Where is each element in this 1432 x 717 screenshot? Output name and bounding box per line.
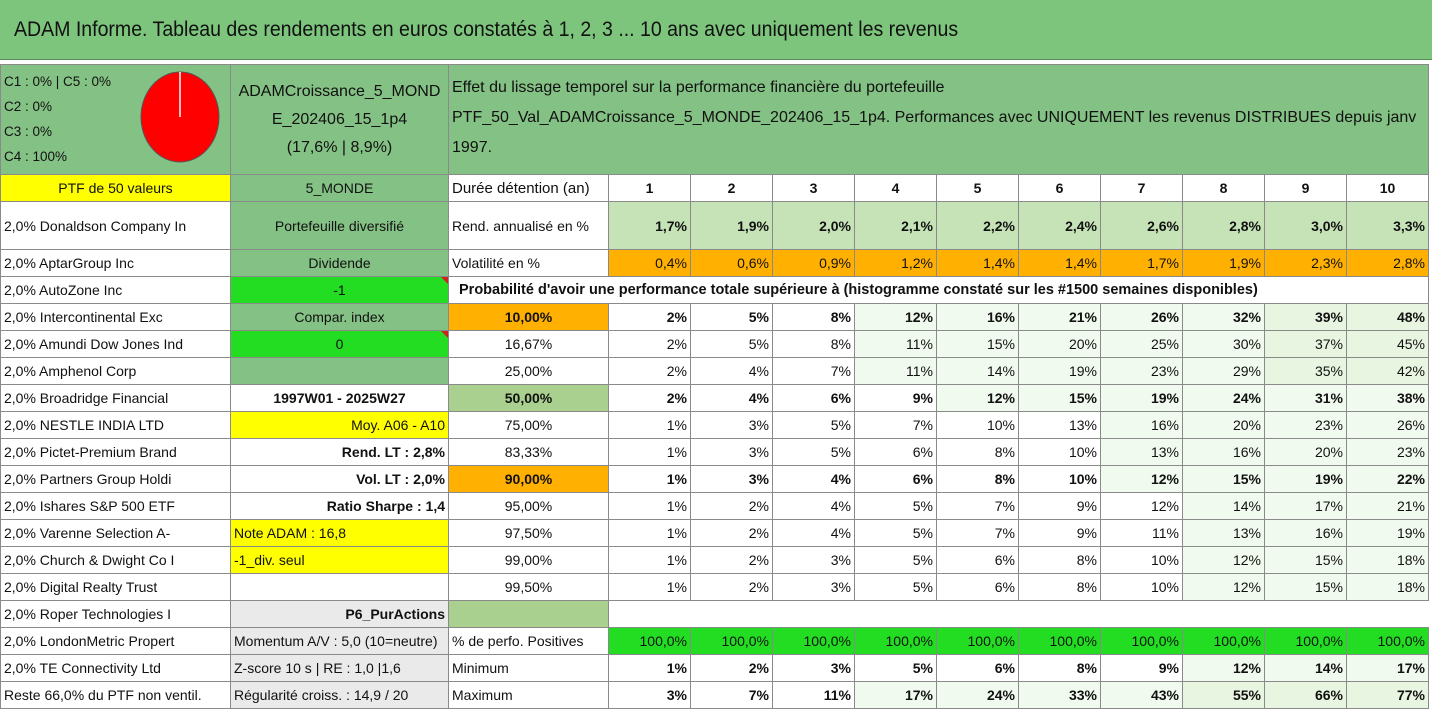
vol-value: 2,3% [1265, 250, 1347, 277]
prob-value: 23% [1265, 412, 1347, 439]
minimum-label: Minimum [449, 655, 609, 682]
holding-row-label: 2,0% NESTLE INDIA LTD [1, 412, 231, 439]
prob-value: 2% [691, 547, 773, 574]
performance-table [0, 64, 1429, 709]
empty-sage-cell [449, 601, 609, 628]
prob-value: 37% [1265, 331, 1347, 358]
rend-lt-label: Rend. LT : 2,8% [231, 439, 449, 466]
prob-value: 1% [609, 466, 691, 493]
prob-value: 5% [691, 304, 773, 331]
maximum-value: 66% [1265, 682, 1347, 709]
prob-value: 2% [609, 358, 691, 385]
prob-value: 16% [1101, 412, 1183, 439]
prob-value: 4% [773, 520, 855, 547]
prob-value: 1% [609, 493, 691, 520]
prob-value: 7% [773, 358, 855, 385]
maximum-value: 11% [773, 682, 855, 709]
maximum-value: 77% [1347, 682, 1429, 709]
prob-percentile: 90,00% [449, 466, 609, 493]
report-title-text: ADAM Informe. Tableau des rendements en euros constatés à 1, 2, 3 ... 10 ans avec uniquement les revenus [14, 18, 959, 41]
prob-value: 20% [1183, 412, 1265, 439]
class-allocation-cell [1, 65, 231, 175]
prob-value: 9% [855, 385, 937, 412]
div-seul-label: -1_div. seul [231, 547, 449, 574]
year-header: 5 [937, 175, 1019, 202]
prob-percentile: 50,00% [449, 385, 609, 412]
class-c4: C4 : 100% [4, 149, 68, 164]
prob-value: 3% [773, 547, 855, 574]
positives-value: 100,0% [1183, 628, 1265, 655]
positives-value: 100,0% [691, 628, 773, 655]
prob-percentile: 99,00% [449, 547, 609, 574]
prob-value: 12% [1183, 547, 1265, 574]
rend-value: 2,6% [1101, 202, 1183, 250]
zone-label: 5_MONDE [231, 175, 449, 202]
prob-value: 1% [609, 520, 691, 547]
holding-row-label: 2,0% Amundi Dow Jones Ind [1, 331, 231, 358]
prob-value: 5% [691, 331, 773, 358]
prob-value: 12% [1183, 574, 1265, 601]
vol-lt-label: Vol. LT : 2,0% [231, 466, 449, 493]
minimum-value: 9% [1101, 655, 1183, 682]
prob-value: 2% [609, 304, 691, 331]
prob-value: 30% [1183, 331, 1265, 358]
positives-value: 100,0% [1019, 628, 1101, 655]
maximum-value: 7% [691, 682, 773, 709]
rend-value: 1,9% [691, 202, 773, 250]
positives-value: 100,0% [1101, 628, 1183, 655]
prob-value: 16% [1265, 520, 1347, 547]
prob-value: 15% [1183, 466, 1265, 493]
prob-value: 3% [691, 412, 773, 439]
prob-value: 15% [1019, 385, 1101, 412]
prob-value: 2% [609, 331, 691, 358]
prob-value: 8% [773, 304, 855, 331]
prob-value: 2% [609, 385, 691, 412]
positives-value: 100,0% [937, 628, 1019, 655]
prob-percentile: 25,00% [449, 358, 609, 385]
sharpe-label: Ratio Sharpe : 1,4 [231, 493, 449, 520]
vol-value: 0,6% [691, 250, 773, 277]
prob-value: 4% [773, 466, 855, 493]
prob-value: 19% [1019, 358, 1101, 385]
prob-value: 21% [1019, 304, 1101, 331]
compar-index-label: Compar. index [231, 304, 449, 331]
period-label: 1997W01 - 2025W27 [231, 385, 449, 412]
minimum-value: 2% [691, 655, 773, 682]
holding-row-label: 2,0% Broadridge Financial [1, 385, 231, 412]
prob-value: 14% [1183, 493, 1265, 520]
prob-value: 32% [1183, 304, 1265, 331]
prob-value: 19% [1265, 466, 1347, 493]
fund-return-vol: (17,6% | 8,9%) [286, 138, 393, 156]
year-header: 1 [609, 175, 691, 202]
prob-value: 4% [691, 358, 773, 385]
class-c1-c5: C1 : 0% | C5 : 0% [4, 74, 112, 89]
year-header: 3 [773, 175, 855, 202]
prob-value: 19% [1347, 520, 1429, 547]
positives-value: 100,0% [773, 628, 855, 655]
positives-value: 100,0% [1347, 628, 1429, 655]
positives-value: 100,0% [1265, 628, 1347, 655]
prob-value: 26% [1101, 304, 1183, 331]
holding-row-label: 2,0% Partners Group Holdi [1, 466, 231, 493]
description-line3: 1997. [452, 139, 493, 156]
class-c3: C3 : 0% [4, 124, 53, 139]
prob-value: 9% [1019, 520, 1101, 547]
prob-value: 5% [855, 574, 937, 601]
rend-value: 2,4% [1019, 202, 1101, 250]
zero-value: 0 [231, 331, 449, 358]
holding-row-label: 2,0% Pictet-Premium Brand [1, 439, 231, 466]
prob-value: 6% [855, 466, 937, 493]
zscore-label: Z-score 10 s | RE : 1,0 |1,6 [231, 655, 449, 682]
year-header: 7 [1101, 175, 1183, 202]
minimum-value: 12% [1183, 655, 1265, 682]
holding-row-label: 2,0% Amphenol Corp [1, 358, 231, 385]
prob-value: 1% [609, 439, 691, 466]
prob-value: 45% [1347, 331, 1429, 358]
maximum-value: 43% [1101, 682, 1183, 709]
prob-value: 2% [691, 574, 773, 601]
prob-value: 48% [1347, 304, 1429, 331]
maximum-value: 55% [1183, 682, 1265, 709]
prob-value: 13% [1019, 412, 1101, 439]
holding-row-label: 2,0% Church & Dwight Co I [1, 547, 231, 574]
prob-value: 2% [691, 520, 773, 547]
year-header: 6 [1019, 175, 1101, 202]
prob-value: 1% [609, 412, 691, 439]
holding-row-label: Reste 66,0% du PTF non ventil. [1, 682, 231, 709]
maximum-value: 3% [609, 682, 691, 709]
vol-value: 1,4% [1019, 250, 1101, 277]
minimum-value: 3% [773, 655, 855, 682]
probability-header: Probabilité d'avoir une performance totale supérieure à (histogramme constaté sur les #1500 semaines disponibles) [449, 277, 1429, 304]
maximum-label: Maximum [449, 682, 609, 709]
fund-name-cell [231, 65, 449, 175]
prob-value: 15% [1265, 574, 1347, 601]
holding-row-label: 2,0% Intercontinental Exc [1, 304, 231, 331]
prob-value: 3% [691, 439, 773, 466]
prob-value: 15% [1265, 547, 1347, 574]
prob-value: 6% [937, 547, 1019, 574]
holding-row-label: 2,0% Digital Realty Trust [1, 574, 231, 601]
prob-value: 16% [937, 304, 1019, 331]
prob-value: 18% [1347, 574, 1429, 601]
prob-value: 8% [773, 331, 855, 358]
dividend-label: Dividende [231, 250, 449, 277]
p6-label: P6_PurActions [231, 601, 449, 628]
prob-value: 35% [1265, 358, 1347, 385]
prob-percentile: 16,67% [449, 331, 609, 358]
prob-value: 11% [855, 331, 937, 358]
prob-value: 6% [855, 439, 937, 466]
prob-value: 8% [1019, 574, 1101, 601]
momentum-label: Momentum A/V : 5,0 (10=neutre) [231, 628, 449, 655]
prob-value: 11% [855, 358, 937, 385]
moy-label: Moy. A06 - A10 [231, 412, 449, 439]
prob-value: 12% [855, 304, 937, 331]
prob-percentile: 75,00% [449, 412, 609, 439]
prob-value: 22% [1347, 466, 1429, 493]
holding-row-label: 2,0% Ishares S&P 500 ETF [1, 493, 231, 520]
prob-value: 21% [1347, 493, 1429, 520]
prob-value: 5% [773, 439, 855, 466]
rend-value: 3,3% [1347, 202, 1429, 250]
prob-value: 16% [1183, 439, 1265, 466]
prob-value: 14% [937, 358, 1019, 385]
prob-percentile: 99,50% [449, 574, 609, 601]
prob-value: 15% [937, 331, 1019, 358]
vol-label: Volatilité en % [449, 250, 609, 277]
prob-value: 24% [1183, 385, 1265, 412]
prob-value: 7% [937, 493, 1019, 520]
prob-value: 10% [1101, 574, 1183, 601]
prob-value: 20% [1019, 331, 1101, 358]
prob-value: 11% [1101, 520, 1183, 547]
positives-label: % de perfo. Positives [449, 628, 609, 655]
prob-value: 5% [773, 412, 855, 439]
maximum-value: 24% [937, 682, 1019, 709]
vol-value: 1,4% [937, 250, 1019, 277]
empty-side-cell [231, 358, 449, 385]
prob-value: 1% [609, 547, 691, 574]
prob-value: 39% [1265, 304, 1347, 331]
prob-value: 6% [937, 574, 1019, 601]
prob-value: 23% [1347, 439, 1429, 466]
maximum-value: 17% [855, 682, 937, 709]
vol-value: 1,9% [1183, 250, 1265, 277]
rend-label: Rend. annualisé en % [449, 202, 609, 250]
prob-value: 6% [773, 385, 855, 412]
prob-value: 17% [1265, 493, 1347, 520]
duration-label: Durée détention (an) [449, 175, 609, 202]
prob-value: 3% [773, 574, 855, 601]
prob-value: 10% [1101, 547, 1183, 574]
year-header: 8 [1183, 175, 1265, 202]
prob-value: 29% [1183, 358, 1265, 385]
prob-value: 38% [1347, 385, 1429, 412]
minimum-value: 6% [937, 655, 1019, 682]
prob-value: 10% [937, 412, 1019, 439]
year-header: 9 [1265, 175, 1347, 202]
empty-side-cell [231, 574, 449, 601]
description-line1: Effet du lissage temporel sur la performance financière du portefeuille [452, 79, 945, 96]
description-cell [449, 65, 1429, 175]
prob-value: 26% [1347, 412, 1429, 439]
prob-value: 10% [1019, 439, 1101, 466]
neg-one-value: -1 [231, 277, 449, 304]
vol-value: 1,7% [1101, 250, 1183, 277]
regularite-label: Régularité croiss. : 14,9 / 20 [231, 682, 449, 709]
ptf-label: PTF de 50 valeurs [1, 175, 231, 202]
holding-row-label: 2,0% AptarGroup Inc [1, 250, 231, 277]
prob-value: 25% [1101, 331, 1183, 358]
prob-value: 7% [855, 412, 937, 439]
minimum-value: 1% [609, 655, 691, 682]
vol-value: 0,9% [773, 250, 855, 277]
holding-row-label: 2,0% AutoZone Inc [1, 277, 231, 304]
vol-value: 2,8% [1347, 250, 1429, 277]
prob-value: 18% [1347, 547, 1429, 574]
minimum-value: 5% [855, 655, 937, 682]
rend-value: 2,2% [937, 202, 1019, 250]
prob-value: 9% [1019, 493, 1101, 520]
prob-value: 8% [1019, 547, 1101, 574]
prob-value: 8% [937, 439, 1019, 466]
fund-name-line2: E_202406_15_1p4 [271, 110, 408, 128]
prob-value: 23% [1101, 358, 1183, 385]
holding-row-label: 2,0% Roper Technologies I [1, 601, 231, 628]
maximum-value: 33% [1019, 682, 1101, 709]
prob-value: 8% [937, 466, 1019, 493]
prob-value: 13% [1101, 439, 1183, 466]
rend-value: 2,1% [855, 202, 937, 250]
portfolio-type: Portefeuille diversifié [231, 202, 449, 250]
adam-note: Note ADAM : 16,8 [231, 520, 449, 547]
prob-percentile: 97,50% [449, 520, 609, 547]
prob-value: 5% [855, 547, 937, 574]
year-header: 10 [1347, 175, 1429, 202]
rend-value: 1,7% [609, 202, 691, 250]
prob-value: 3% [691, 466, 773, 493]
prob-value: 12% [937, 385, 1019, 412]
prob-value: 10% [1019, 466, 1101, 493]
prob-value: 19% [1101, 385, 1183, 412]
vol-value: 0,4% [609, 250, 691, 277]
prob-value: 1% [609, 574, 691, 601]
holding-row-label: 2,0% Donaldson Company In [1, 202, 231, 250]
year-header: 2 [691, 175, 773, 202]
positives-value: 100,0% [855, 628, 937, 655]
rend-value: 2,8% [1183, 202, 1265, 250]
prob-value: 12% [1101, 466, 1183, 493]
prob-value: 13% [1183, 520, 1265, 547]
prob-percentile: 95,00% [449, 493, 609, 520]
minimum-value: 8% [1019, 655, 1101, 682]
prob-value: 7% [937, 520, 1019, 547]
minimum-value: 14% [1265, 655, 1347, 682]
holding-row-label: 2,0% LondonMetric Propert [1, 628, 231, 655]
year-header: 4 [855, 175, 937, 202]
positives-value: 100,0% [609, 628, 691, 655]
rend-value: 2,0% [773, 202, 855, 250]
prob-value: 5% [855, 493, 937, 520]
prob-value: 42% [1347, 358, 1429, 385]
rend-value: 3,0% [1265, 202, 1347, 250]
minimum-value: 17% [1347, 655, 1429, 682]
prob-value: 5% [855, 520, 937, 547]
holding-row-label: 2,0% TE Connectivity Ltd [1, 655, 231, 682]
prob-value: 4% [773, 493, 855, 520]
class-c2: C2 : 0% [4, 99, 53, 114]
empty-gap [609, 601, 1429, 628]
prob-value: 4% [691, 385, 773, 412]
prob-value: 2% [691, 493, 773, 520]
allocation-pie-chart [139, 69, 221, 165]
prob-value: 31% [1265, 385, 1347, 412]
holding-row-label: 2,0% Varenne Selection A- [1, 520, 231, 547]
prob-value: 12% [1101, 493, 1183, 520]
prob-percentile: 83,33% [449, 439, 609, 466]
vol-value: 1,2% [855, 250, 937, 277]
description-line2: PTF_50_Val_ADAMCroissance_5_MONDE_202406_15_1p4. Performances avec UNIQUEMENT les revenus DISTRIBUES depuis janv [452, 109, 1417, 126]
fund-name-line1: ADAMCroissance_5_MOND [238, 82, 441, 100]
prob-percentile: 10,00% [449, 304, 609, 331]
report-title [0, 0, 1432, 60]
prob-value: 20% [1265, 439, 1347, 466]
